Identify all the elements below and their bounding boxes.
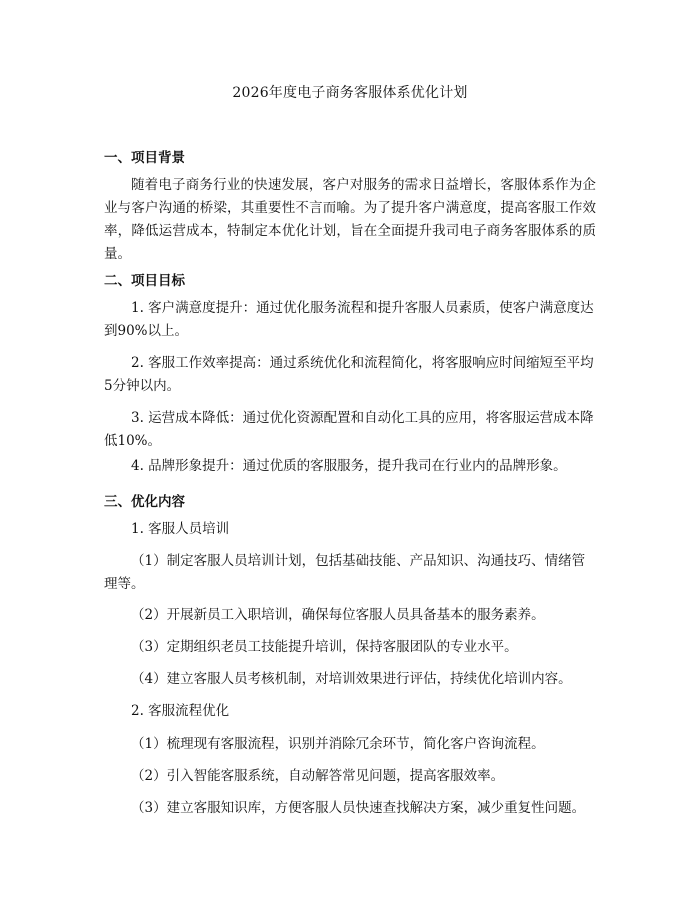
training-point-2: （2）开展新员工入职培训，确保每位客服人员具备基本的服务素养。	[131, 607, 545, 623]
process-point-2: （2）引入智能客服系统，自动解答常见问题，提高客服效率。	[131, 768, 505, 784]
training-point-1: （1）制定客服人员培训计划，包括基础技能、产品知识、沟通技巧、情绪管理等。	[104, 553, 586, 592]
subsection-title-process: 2. 客服流程优化	[131, 703, 230, 719]
process-point-3: （3）建立客服知识库，方便客服人员快速查找解决方案，减少重复性问题。	[131, 800, 586, 816]
process-point-1: （1）梳理现有客服流程，识别并消除冗余环节，简化客户咨询流程。	[131, 736, 545, 752]
goal-item-1: 1. 客户满意度提升：通过优化服务流程和提升客服人员素质，使客户满意度达到90%以上。	[104, 300, 594, 339]
section-heading-content: 三、优化内容	[104, 494, 185, 510]
goal-item-2: 2. 客服工作效率提高：通过系统优化和流程简化，将客服响应时间缩短至平均5分钟以内。	[104, 355, 594, 394]
background-paragraph: 随着电子商务行业的快速发展，客户对服务的需求日益增长，客服体系作为企业与客户沟通的桥梁，其重要性不言而喻。为了提升客户满意度，提高客服工作效率，降低运营成本，特制定本优化计划，旨在全面提升我司电子商务客服体系的质量。	[104, 177, 596, 262]
goal-item-3: 3. 运营成本降低：通过优化资源配置和自动化工具的应用，将客服运营成本降低10%。	[104, 410, 594, 449]
training-point-3: （3）定期组织老员工技能提升培训，保持客服团队的专业水平。	[131, 639, 518, 655]
section-heading-background: 一、项目背景	[104, 150, 185, 166]
section-heading-goals: 二、项目目标	[104, 273, 185, 289]
training-point-4: （4）建立客服人员考核机制，对培训效果进行评估，持续优化培训内容。	[131, 671, 572, 687]
goal-item-4: 4. 品牌形象提升：通过优质的客服服务，提升我司在行业内的品牌形象。	[131, 458, 567, 474]
subsection-title-training: 1. 客服人员培训	[131, 521, 230, 537]
document-title: 2026年度电子商务客服体系优化计划	[232, 85, 468, 101]
